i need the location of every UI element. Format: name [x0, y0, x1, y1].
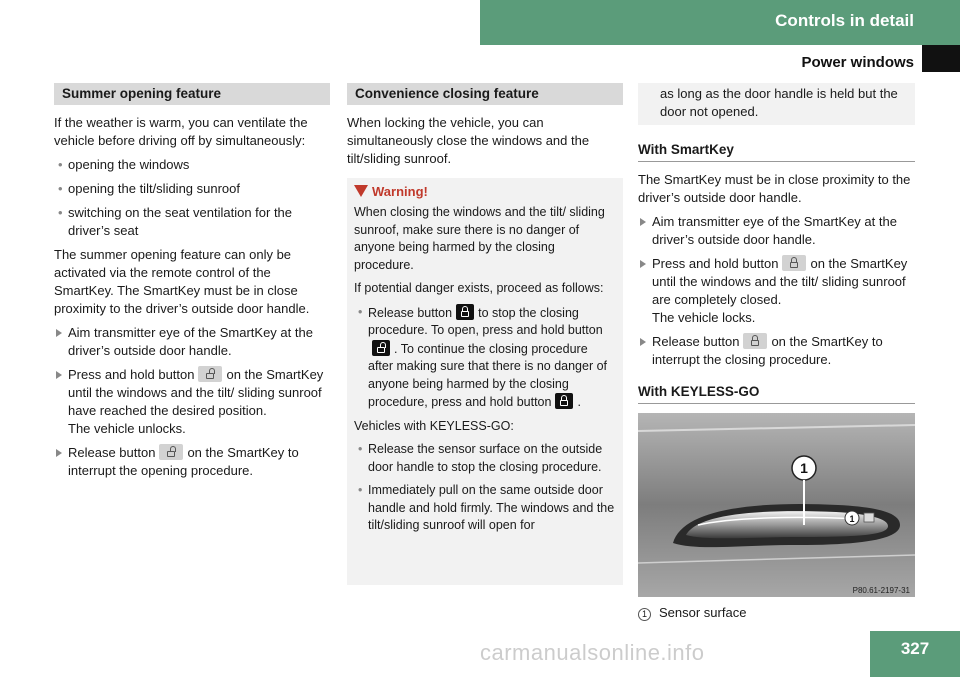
door-handle-illustration	[638, 413, 915, 597]
section-title: Power windows	[801, 54, 914, 71]
lock-button-icon	[555, 393, 573, 409]
unlock-button-icon	[372, 340, 390, 356]
keyless-go-heading: With KEYLESS-GO	[638, 383, 915, 404]
chapter-title: Controls in detail	[775, 11, 914, 30]
watermark: carmanualsonline.info	[480, 640, 705, 665]
lock-button-icon	[782, 255, 806, 271]
bullet-item: • switching on the seat ventilation for the driver’s seat	[54, 204, 330, 240]
warning-box	[347, 178, 623, 585]
bullet-item: • opening the windows	[54, 156, 330, 174]
lock-button-icon	[456, 304, 474, 320]
step-item: Aim transmitter eye of the SmartKey at the driver’s outside door handle.	[638, 213, 915, 249]
convenience-closing-heading: Convenience closing feature	[347, 83, 623, 105]
smartkey-steps	[638, 213, 915, 369]
warning-bullet: • Immediately pull on the same outside door handle and hold firmly. The windows and the tilt/sliding sunroof will open for	[354, 482, 616, 535]
convenience-intro: When locking the vehicle, you can simultaneously close the windows and the tilt/sliding sunroof.	[347, 115, 590, 166]
lock-button-icon	[743, 333, 767, 349]
summer-opening-heading: Summer opening feature	[54, 83, 330, 105]
callout-number-small: 1	[849, 514, 855, 524]
step-item: Press and hold button on the SmartKey until the windows and the tilt/ sliding sunroof are completely closed. The vehicle locks.	[638, 255, 915, 327]
warning-bullet: • Release button to stop the closing procedure. To open, press and hold button . To continue the closing procedure after making sure that there is no danger of anyone being harmed by the closing procedure, press and hold button .	[354, 304, 616, 412]
step-item: Press and hold button on the SmartKey until the windows and the tilt/ sliding sunroof have reached the desired position. The vehicle unlocks.	[54, 366, 330, 438]
smartkey-intro: The SmartKey must be in close proximity to the driver’s outside door handle.	[638, 172, 911, 205]
summer-para: The summer opening feature can only be activated via the remote control of the SmartKey. The SmartKey must be in close proximity to the driver’s outside door handle.	[54, 247, 310, 316]
caption-number: 1	[638, 608, 651, 621]
step-item: Aim transmitter eye of the SmartKey at the driver’s outside door handle.	[54, 324, 330, 360]
step-item: Release button on the SmartKey to interrupt the opening procedure.	[54, 444, 330, 480]
summer-steps	[54, 324, 330, 480]
summer-intro: If the weather is warm, you can ventilate the vehicle before driving off by simultaneously:	[54, 115, 308, 148]
unlock-button-icon	[159, 444, 183, 460]
warning-p1: When closing the windows and the tilt/ sliding sunroof, make sure there is no danger of anyone being harmed by the closing procedure.	[354, 205, 605, 272]
unlock-button-icon	[198, 366, 222, 382]
column-convenience-closing	[347, 83, 623, 585]
column-summer-opening	[54, 83, 330, 486]
warning-p2: If potential danger exists, proceed as follows:	[354, 281, 604, 295]
page-number: 327	[870, 631, 960, 677]
summer-bullets	[54, 156, 330, 240]
keyless-label: Vehicles with KEYLESS-GO:	[354, 418, 514, 433]
chapter-tab	[480, 0, 960, 45]
callout-number: 1	[800, 460, 808, 476]
warning-title: Warning!	[354, 183, 616, 201]
warning-continued: as long as the door handle is held but the door not opened.	[638, 83, 915, 125]
smartkey-heading: With SmartKey	[638, 141, 915, 162]
door-handle-photo	[638, 413, 915, 597]
step-item: Release button on the SmartKey to interrupt the closing procedure.	[638, 333, 915, 369]
warning-bullet: • Release the sensor surface on the outside door handle to stop the closing procedure.	[354, 441, 616, 476]
bullet-item: • opening the tilt/sliding sunroof	[54, 180, 330, 198]
column-continued	[638, 83, 915, 622]
section-marker	[922, 45, 960, 72]
photo-code: P80.61-2197-31	[852, 586, 910, 595]
photo-caption: 1 Sensor surface	[638, 604, 915, 622]
